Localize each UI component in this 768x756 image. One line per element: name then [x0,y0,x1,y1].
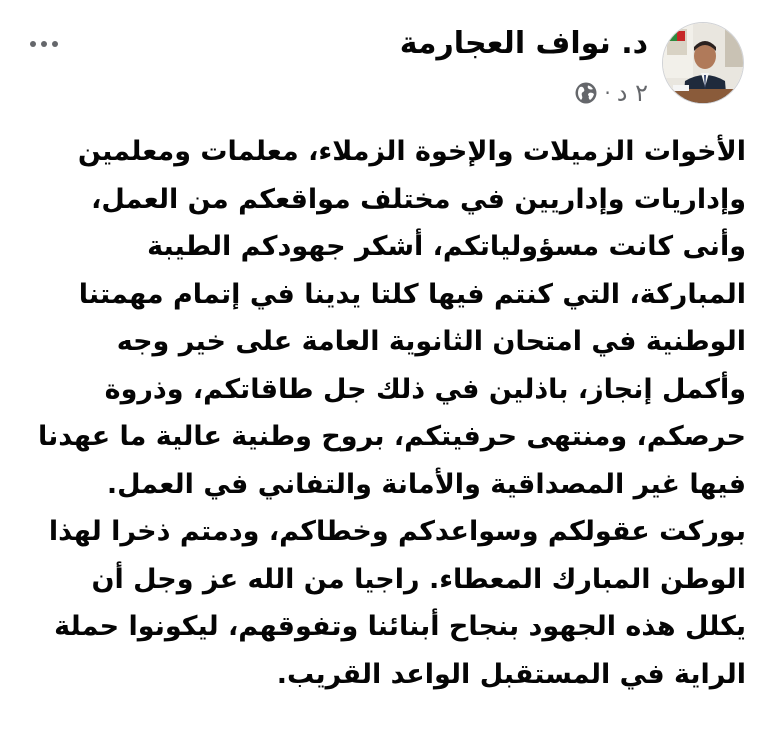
more-dot [52,41,58,47]
author-name[interactable]: د. نواف العجارمة [399,26,648,61]
globe-icon [574,81,598,105]
meta-separator: · [604,81,611,105]
avatar-photo [663,23,744,104]
more-dot [30,41,36,47]
post-paragraph: الأخوات الزميلات والإخوة الزملاء، معلمات ومعلمين وإداريات وإداريين في مختلف مواقعكم من العمل، وأنى كانت مسؤولياتكم، أشكر جهودكم الطيبة المباركة، التي كنتم فيها كلتا يدينا في إتمام مهمتنا الوطنية في امتحان الثانوية العامة على خير وجه وأكمل إنجاز، باذلين في ذلك جل طاقاتكم، وذروة حرصكم، ومنتهى حرفيتكم، بروح وطنية عالية ما عهدنا فيها غير المصداقية والأمانة والتفاني في العمل. [38,136,746,500]
more-dot [41,41,47,47]
post-timestamp[interactable]: ٢ د [616,79,648,107]
post-meta [574,78,648,108]
post-body [28,128,746,698]
author-avatar[interactable] [662,22,744,104]
post-paragraph: بوركت عقولكم وسواعدكم وخطاكم، ودمتم ذخرا لهذا الوطن المبارك المعطاء. راجيا من الله عز وجل أن يكلل هذه الجهود بنجاح أبنائنا وتفوقهم، ليكونوا حملة الراية في المستقبل الواعد القريب. [48,516,746,690]
more-options-button[interactable] [22,30,66,58]
